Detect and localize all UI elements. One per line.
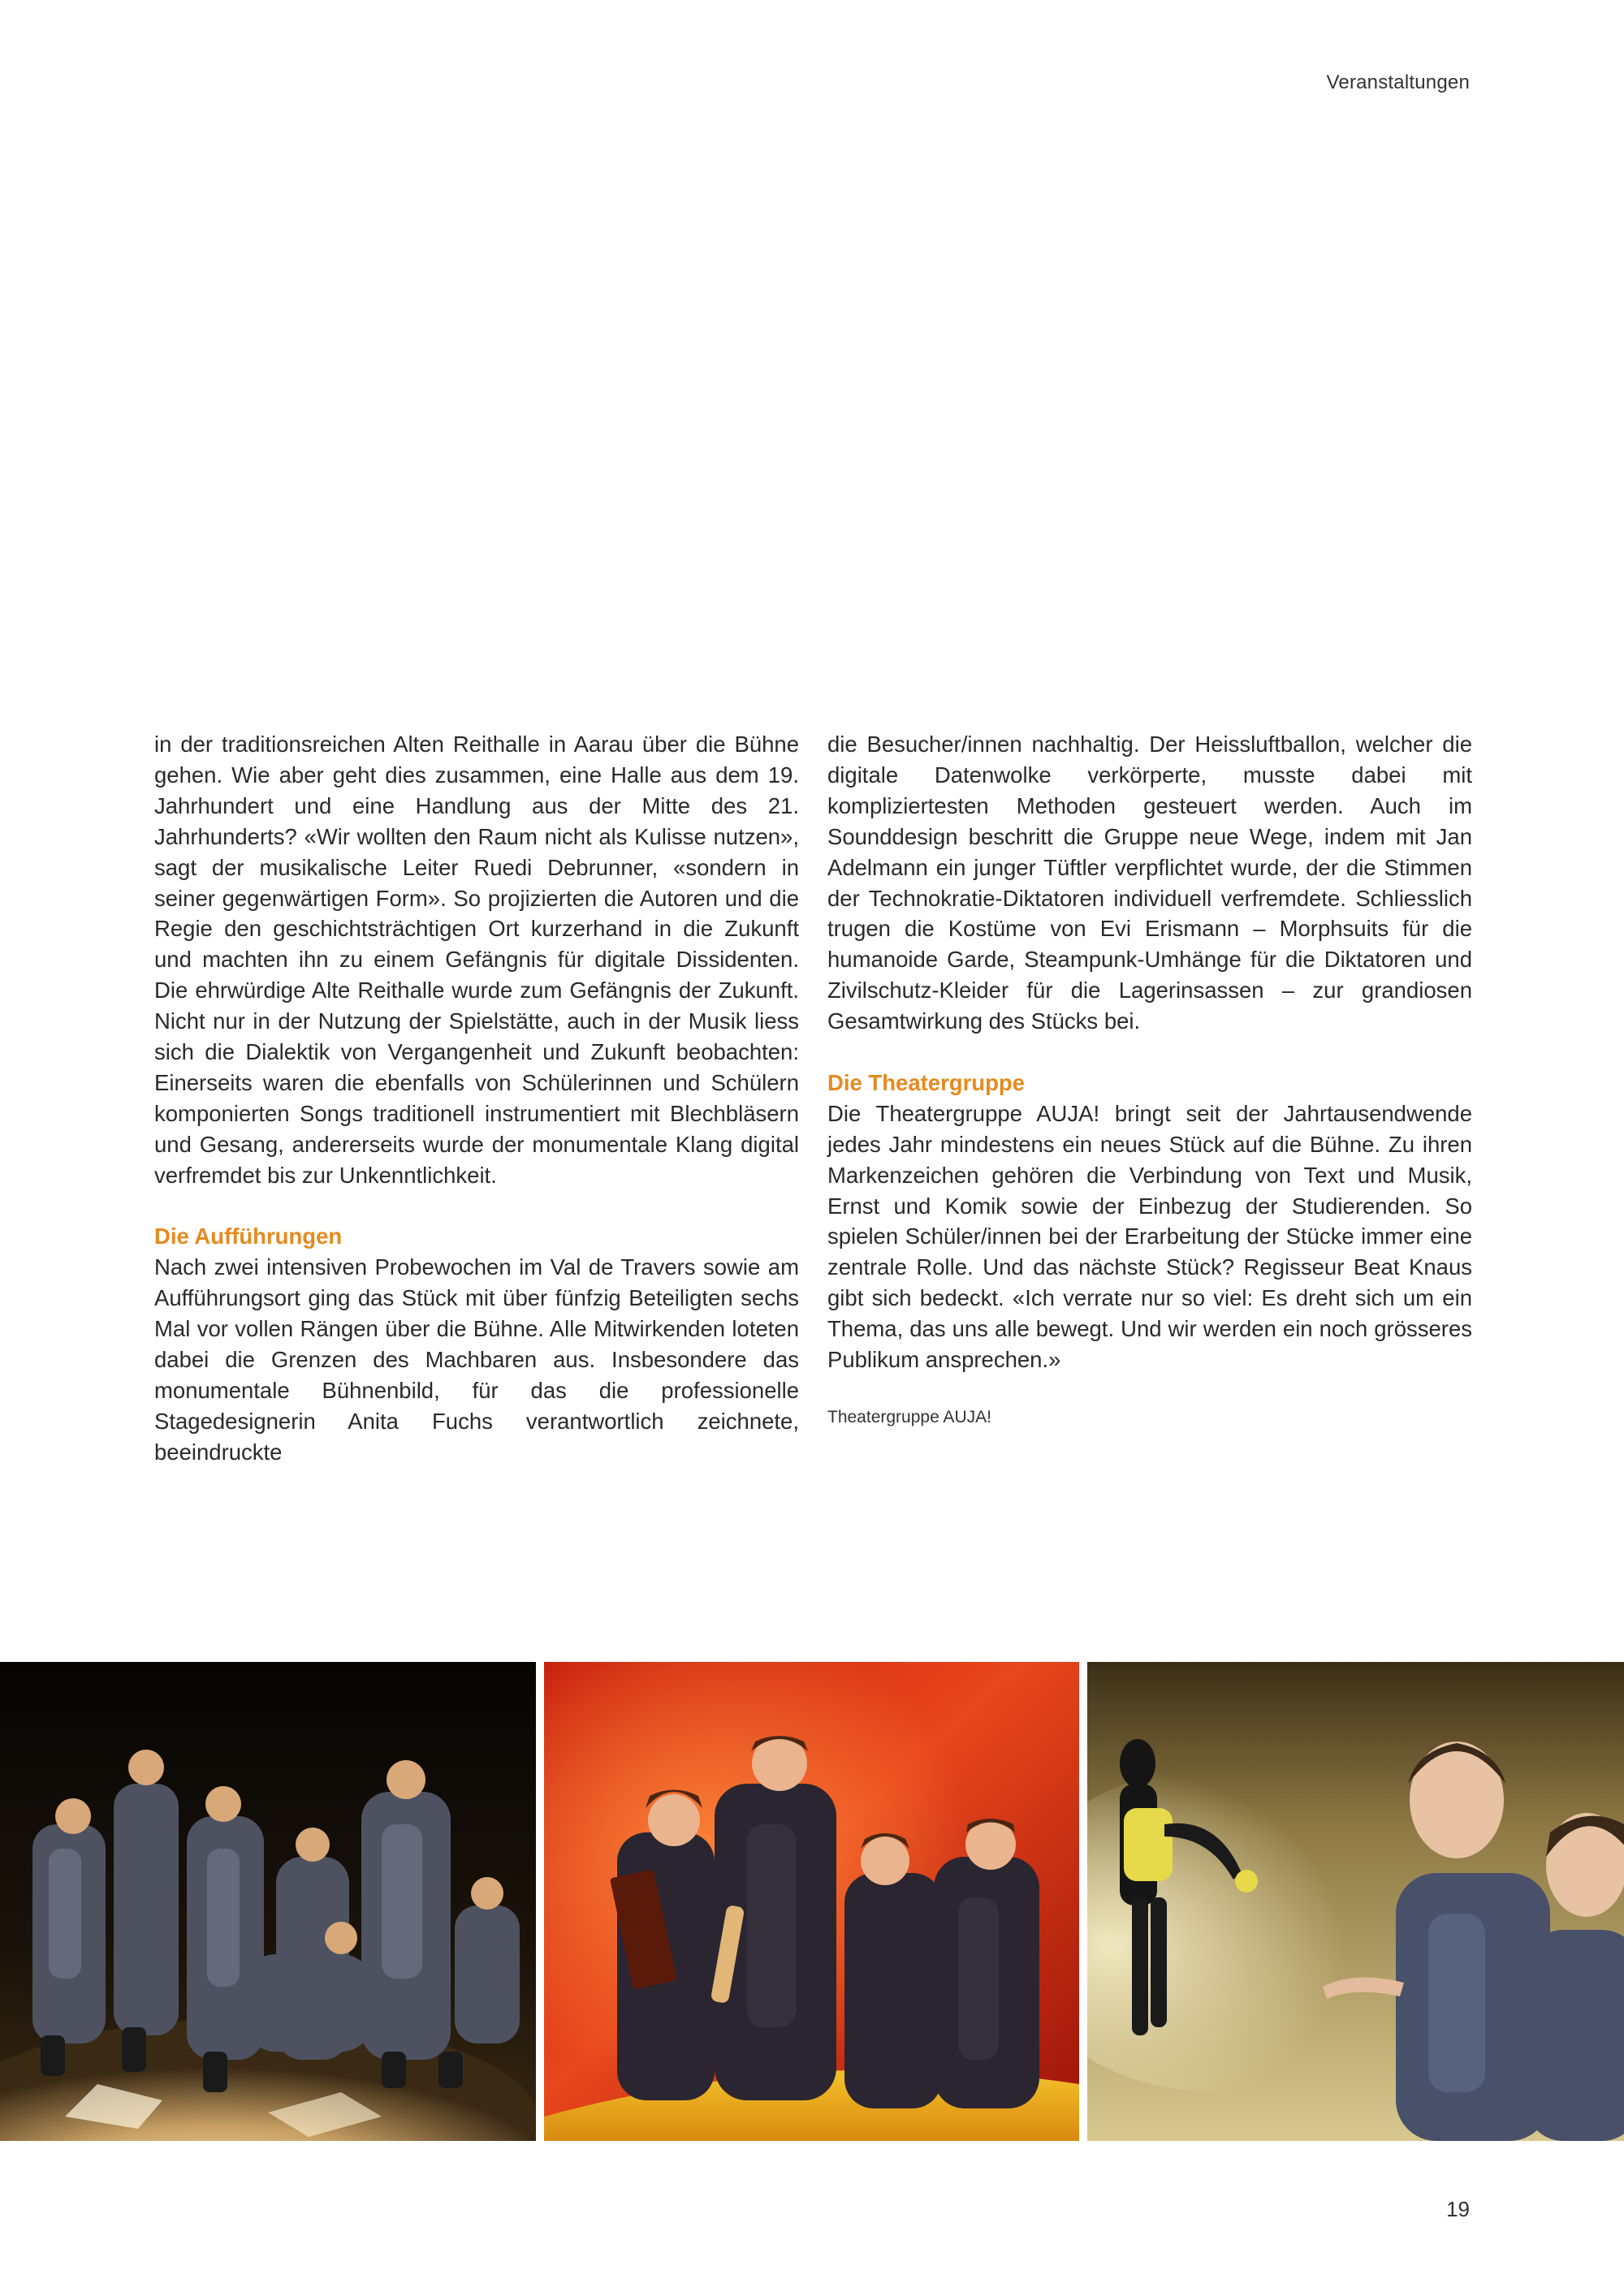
body-paragraph: Nach zwei intensiven Probewochen im Val de Travers sowie am Aufführungsort ging das Stück mit über fünfzig Beteiligten sechs Mal vor vollen Rängen über die Bühne. Alle Mitwirkenden loteten dabei die Grenzen des Machbaren aus. Insbesondere das monumentale Bühnenbild, für das die professionelle Stagedesignerin Anita Fuchs verantwortlich zeichnete, beeindruckte xyxy=(154,1254,799,1465)
text-column-right xyxy=(827,729,1472,1429)
body-paragraph: Die Theatergruppe AUJA! bringt seit der Jahrtausendwende jedes Jahr mindestens ein neues Stück auf die Bühne. Zu ihren Markenzeichen gehören die Verbindung von Text und Musik, Ernst und Komik sowie der Einbezug der Studierenden. So spielen Schüler/innen bei der Erarbeitung der Stücke immer eine zentrale Rolle. Und das nächste Stück? Regisseur Beat Knaus gibt sich bedeckt. «Ich verrate nur so viel: Es dreht sich um ein Thema, das uns alle bewegt. Und wir werden ein noch grösseres Publikum ansprechen.» xyxy=(827,1100,1472,1373)
text-column-left xyxy=(154,729,799,1468)
page-number: 19 xyxy=(1446,2197,1470,2221)
body-paragraph: in der traditionsreichen Alten Reithalle in Aarau über die Bühne gehen. Wie aber geht dies zusammen, eine Halle aus dem 19. Jahrhundert und eine Handlung aus der Mitte des 21. Jahrhunderts? «Wir wollten den Raum nicht als Kulisse nutzen», sagt der musikalische Leiter Ruedi Debrunner, «sondern in seiner gegenwärtigen Form». So projizierten die Autoren und die Regie den geschichtsträchtigen Ort kurzerhand in die Zukunft und machten ihn zu einem Gefängnis für digitale Dissidenten. Die ehrwürdige Alte Reithalle wurde zum Gefängnis der Zukunft. Nicht nur in der Nutzung der Spielstätte, auch in der Musik liess sich die Dialektik von Vergangenheit und Zukunft beobachten: Einerseits waren die ebenfalls von Schülerinnen und Schülern komponierten Songs traditionell instrumentiert mit Blechbläsern und Gesang, andererseits wurde der monumentale Klang digital verfremdet bis zur Unkenntlichkeit. xyxy=(154,732,799,1188)
stage-photo-group-huddle xyxy=(0,1662,536,2141)
image-caption: Theatergruppe AUJA! xyxy=(827,1408,991,1427)
body-paragraph: die Besucher/innen nachhaltig. Der Heissluftballon, welcher die digitale Datenwolke verkörperte, musste dabei mit kompliziertesten Methoden gesteuert werden. Auch im Sounddesign beschritt die Gruppe neue Wege, indem mit Jan Adelmann ein junger Tüftler verpflichtet wurde, der die Stimmen der Technokratie-Diktatoren individuell verfremdete. Schliesslich trugen die Kostüme von Evi Erismann – Morphsuits für die humanoide Garde, Steampunk-Umhänge für die Diktatoren und Zivilschutz-Kleider für die Lagerinsassen – zur grandiosen Gesamtwirkung des Stücks bei. xyxy=(827,732,1472,1034)
section-label: Veranstaltungen xyxy=(1326,71,1470,93)
section-heading-theatergruppe: Die Theatergruppe xyxy=(827,1069,1025,1095)
stage-photo-red-scene xyxy=(544,1662,1079,2141)
section-heading-auffuehrungen: Die Aufführungen xyxy=(154,1224,343,1249)
stage-photo-morphsuit-scene xyxy=(1087,1662,1624,2141)
